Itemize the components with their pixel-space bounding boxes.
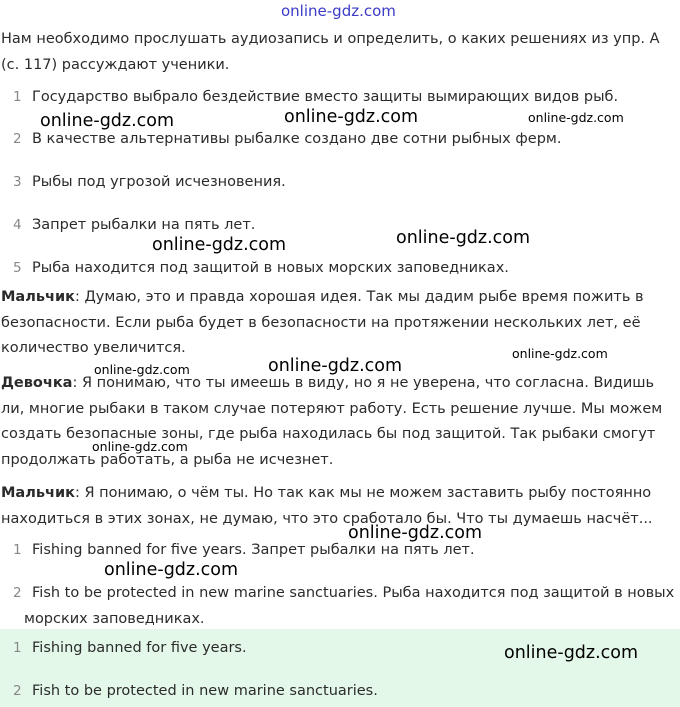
dialogue-text: : Я понимаю, что ты имеешь в виду, но я не уверена, что согласна. Видишь ли, многие рыбаки в таком случае потеряют работу. Есть решение лучше. Мы можем создать безопасные зоны, где рыба находилась бы под защитой. Так рыбаки смогут продолжать работать, а рыба не исчезнет.	[1, 375, 663, 468]
watermark: online-gdz.com	[152, 235, 287, 255]
item-text: Fishing banned for five years. Запрет рыбалки на пять лет.	[32, 542, 475, 558]
item-text: Fish to be protected in new marine sanctuaries. Рыба находится под защитой в новых морских заповедниках.	[24, 585, 675, 627]
item-text: Fish to be protected in new marine sanctuaries.	[32, 683, 378, 699]
watermark: online-gdz.com	[396, 228, 531, 248]
item-number: 2	[13, 585, 22, 601]
dialogue-text: : Я понимаю, о чём ты. Но так как мы не можем заставить рыбу постоянно находиться в этих зонах, не думаю, что это сработало бы. Что ты думаешь насчёт...	[1, 485, 653, 527]
item-number: 5	[13, 260, 22, 276]
item-text: Рыба находится под защитой в новых морских заповедниках.	[32, 260, 509, 276]
watermark: online-gdz.com	[92, 439, 188, 454]
watermark: online-gdz.com	[94, 362, 190, 377]
item-text: В качестве альтернативы рыбалке создано две сотни рыбных ферм.	[32, 131, 562, 147]
item-text: Запрет рыбалки на пять лет.	[32, 217, 256, 233]
item-number: 3	[13, 174, 22, 190]
speaker-name: Мальчик	[1, 289, 75, 305]
watermark: online-gdz.com	[40, 111, 175, 131]
watermark: online-gdz.com	[104, 560, 239, 580]
intro-text: Нам необходимо прослушать аудиозапись и определить, о каких решениях из упр. А (с. 117) рассуждают ученики.	[1, 31, 660, 73]
item-number: 4	[13, 217, 22, 233]
dialogue-text: : Думаю, это и правда хорошая идея. Так мы дадим рыбе время пожить в безопасности. Если рыба будет в безопасности на протяжении нескольких лет, её количество увеличится.	[1, 289, 644, 356]
item-number: 2	[13, 683, 22, 699]
watermark: online-gdz.com	[504, 643, 639, 663]
speaker-name: Мальчик	[1, 485, 75, 501]
speaker-name: Девочка	[1, 375, 73, 391]
watermark-top: online-gdz.com	[281, 2, 396, 20]
dialogue-line	[1, 481, 673, 532]
item-text: Государство выбрало бездействие вместо защиты вымирающих видов рыб.	[32, 89, 619, 105]
item-number: 1	[13, 89, 22, 105]
dialogue-line	[1, 371, 673, 473]
watermark: online-gdz.com	[268, 356, 403, 376]
item-number: 1	[13, 640, 22, 656]
watermark: online-gdz.com	[512, 346, 608, 361]
watermark: online-gdz.com	[528, 110, 624, 125]
item-number: 1	[13, 542, 22, 558]
item-text: Fishing banned for five years.	[32, 640, 247, 656]
item-number: 2	[13, 131, 22, 147]
watermark: online-gdz.com	[348, 523, 483, 543]
watermark: online-gdz.com	[284, 107, 419, 127]
item-text: Рыбы под угрозой исчезновения.	[32, 174, 286, 190]
